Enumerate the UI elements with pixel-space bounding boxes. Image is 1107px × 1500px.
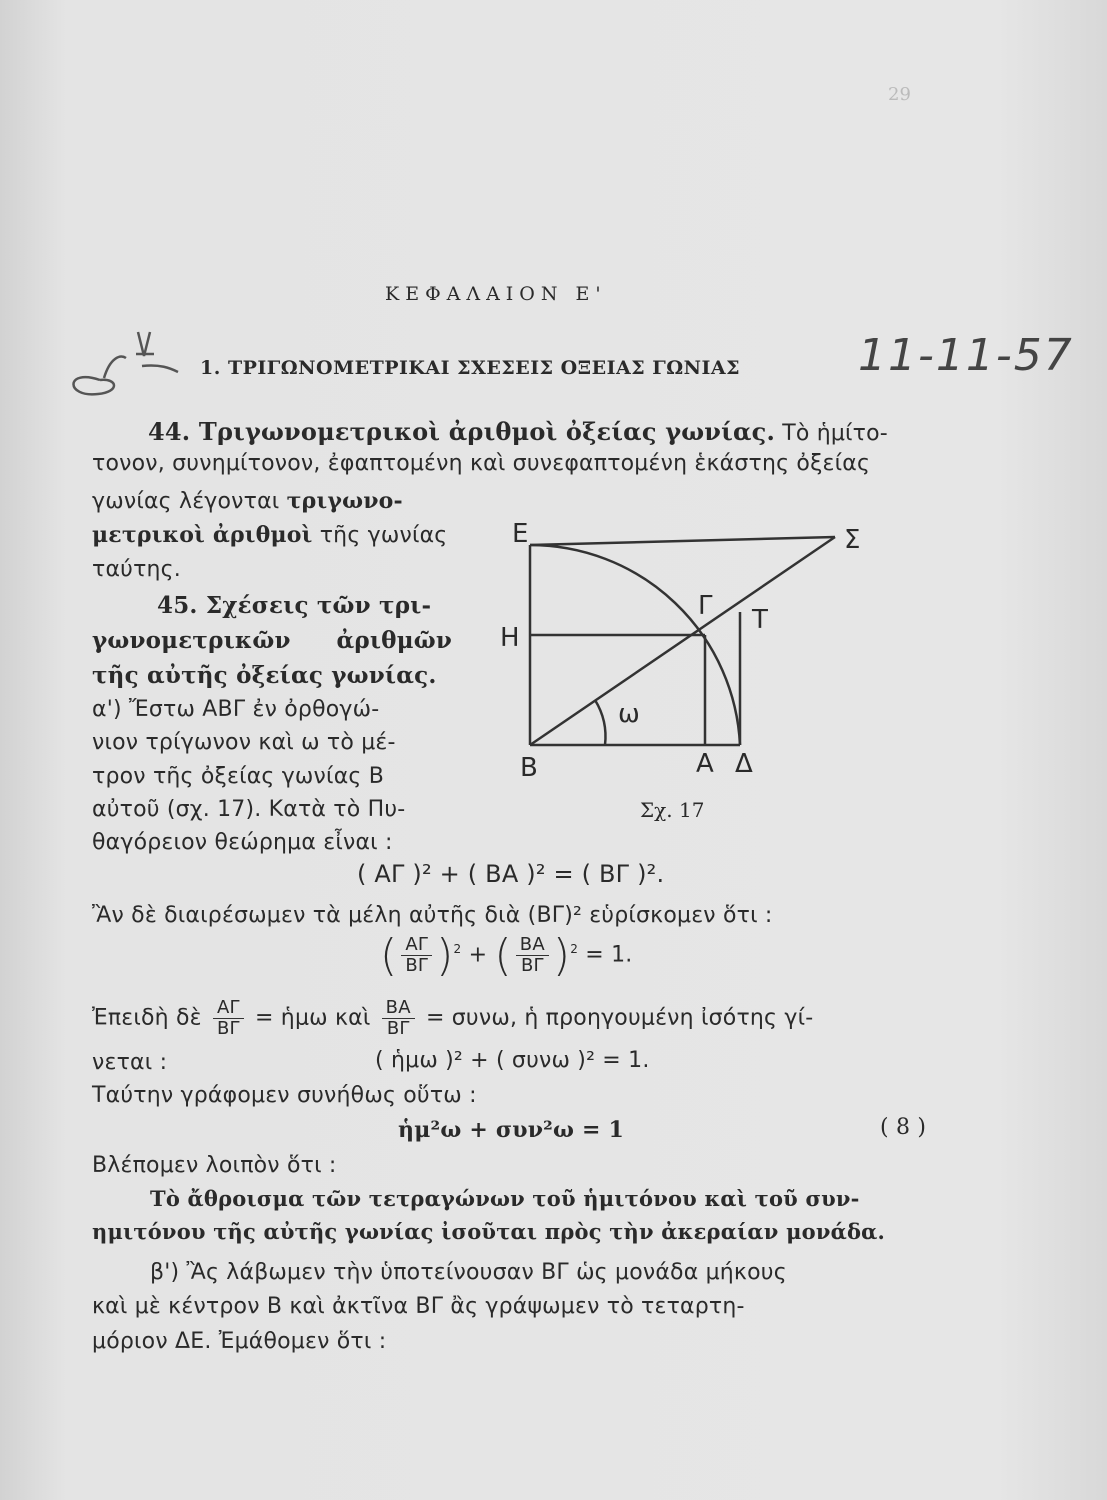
plus-sign: + — [468, 942, 488, 968]
chapter-heading: ΚΕΦΑΛΑΙΟΝ Ε' — [385, 283, 607, 305]
label-T: Τ — [752, 605, 768, 635]
paren-close-1: ) — [436, 930, 454, 981]
equation-pythagoras: ( ΑΓ )² + ( ΒΑ )² = ( ΒΓ )². — [357, 860, 665, 888]
label-H: Η — [500, 623, 520, 653]
para45-line4: α') Ἔστω ΑΒΓ ἐν ὀρθογώ- — [92, 697, 380, 722]
fraction-BA-BG: $\frac{BA}{B\Gamma}$ — [516, 935, 549, 976]
equals-one: = 1. — [585, 942, 633, 968]
para45-line5: νιον τρίγωνον καὶ ω τὸ μέ- — [92, 730, 396, 755]
equation-ratios — [380, 930, 633, 981]
para44-line3b: τριγωνο- — [286, 488, 403, 514]
theorem-line2: ημιτόνου τῆς αὐτῆς γωνίας ἰσοῦται πρὸς τὴν ἀκεραίαν μονάδα. — [92, 1219, 886, 1244]
section-title: 1. ΤΡΙΓΩΝΟΜΕΤΡΙΚΑΙ ΣΧΕΣΕΙΣ ΟΞΕΙΑΣ ΓΩΝΙΑΣ — [200, 357, 741, 379]
label-D: Δ — [735, 749, 753, 779]
paren-open-1: ( — [380, 930, 398, 981]
para45-line1: 45. Σχέσεις τῶν τρι- — [157, 592, 432, 619]
text-becomes: νεται : — [92, 1050, 168, 1075]
exp-1: 2 — [453, 942, 462, 957]
theorem-line1: Τὸ ἄθροισμα τῶν τετραγώνων τοῦ ἡμιτόνου καὶ τοῦ συν- — [150, 1186, 860, 1211]
line-BS — [530, 537, 835, 745]
fraction-since-1: $\frac{A\Gamma}{B\Gamma}$ — [213, 998, 244, 1039]
figure-17 — [490, 510, 890, 810]
para44-line3 — [92, 488, 403, 514]
since-mid2: = συνω, ἡ προηγουμένη ἰσότης γί- — [425, 1005, 814, 1031]
label-E: Ε — [512, 519, 529, 549]
para44-line4a: μετρικοὶ ἀριθμοὶ — [92, 522, 313, 548]
para45-line6: τρον τῆς ὀξείας γωνίας Β — [92, 764, 384, 789]
exp-2: 2 — [570, 942, 579, 957]
para45-line7: αὐτοῦ (σχ. 17). Κατὰ τὸ Πυ- — [92, 797, 406, 822]
beta-line1: β') Ἂς λάβωμεν τὴν ὑποτείνουσαν ΒΓ ὡς μονάδα μήκους — [150, 1260, 787, 1285]
para45-line2 — [92, 627, 452, 654]
paren-open-2: ( — [494, 930, 512, 981]
label-G: Γ — [698, 591, 713, 621]
figure-caption: Σχ. 17 — [640, 798, 705, 822]
label-B: Β — [520, 753, 538, 783]
para45-line8: θαγόρειον θεώρημα εἶναι : — [92, 830, 393, 855]
para45-line2a: γωνομετρικῶν — [92, 627, 291, 654]
para44-line1-rest: Τὸ ἡμίτο- — [782, 421, 888, 446]
para44-line4 — [92, 522, 447, 548]
handwritten-mark-left — [60, 328, 190, 408]
handwritten-date: 11-11-57 — [858, 330, 1074, 381]
page-number: 29 — [888, 84, 911, 105]
beta-line3: μόριον ΔΕ. Ἐμάθομεν ὅτι : — [92, 1329, 387, 1354]
para44-line1 — [148, 417, 888, 446]
para44-line5: ταύτης. — [92, 557, 181, 582]
text-write: Ταύτην γράφομεν συνήθως οὕτω : — [92, 1083, 477, 1108]
equation-main: ἡμ²ω + συν²ω = 1 — [398, 1117, 625, 1143]
label-omega: ω — [618, 699, 640, 729]
text-divide: Ἂν δὲ διαιρέσωμεν τὰ μέλη αὐτῆς διὰ (ΒΓ)² εὑρίσκομεν ὅτι : — [92, 903, 773, 928]
label-S: Σ — [844, 525, 861, 555]
fraction-since-2: $\frac{BA}{B\Gamma}$ — [382, 998, 415, 1039]
paren-close-2: ) — [552, 930, 571, 981]
since-pre: Ἐπειδὴ δὲ — [92, 1005, 202, 1031]
text-since — [92, 998, 813, 1039]
equation-number: ( 8 ) — [880, 1115, 927, 1140]
label-A: Α — [696, 749, 714, 779]
angle-arc — [595, 700, 605, 745]
para45-line3: τῆς αὐτῆς ὀξείας γωνίας. — [92, 662, 437, 689]
line-ES — [530, 537, 835, 545]
para44-line3a: γωνίας λέγονται — [92, 489, 280, 514]
para44-heading: 44. Τριγωνομετρικοὶ ἀριθμοὶ ὀξείας γωνίας. — [148, 417, 775, 446]
fraction-AG-BG: $\frac{A\Gamma}{B\Gamma}$ — [401, 935, 432, 976]
text-see: Βλέπομεν λοιπὸν ὅτι : — [92, 1153, 337, 1178]
since-mid1: = ἡμω καὶ — [254, 1005, 371, 1031]
equation-hm-syn: ( ἡμω )² + ( συνω )² = 1. — [375, 1048, 650, 1073]
para44-line2: τονον, συνημίτονον, ἐφαπτομένη καὶ συνεφαπτομένη ἑκάστης ὀξείας — [92, 451, 871, 476]
para44-line4b: τῆς γωνίας — [319, 523, 448, 548]
para45-line2b: ἀριθμῶν — [336, 627, 452, 654]
beta-line2: καὶ μὲ κέντρον Β καὶ ἀκτῖνα ΒΓ ἂς γράψωμεν τὸ τεταρτη- — [92, 1294, 745, 1319]
